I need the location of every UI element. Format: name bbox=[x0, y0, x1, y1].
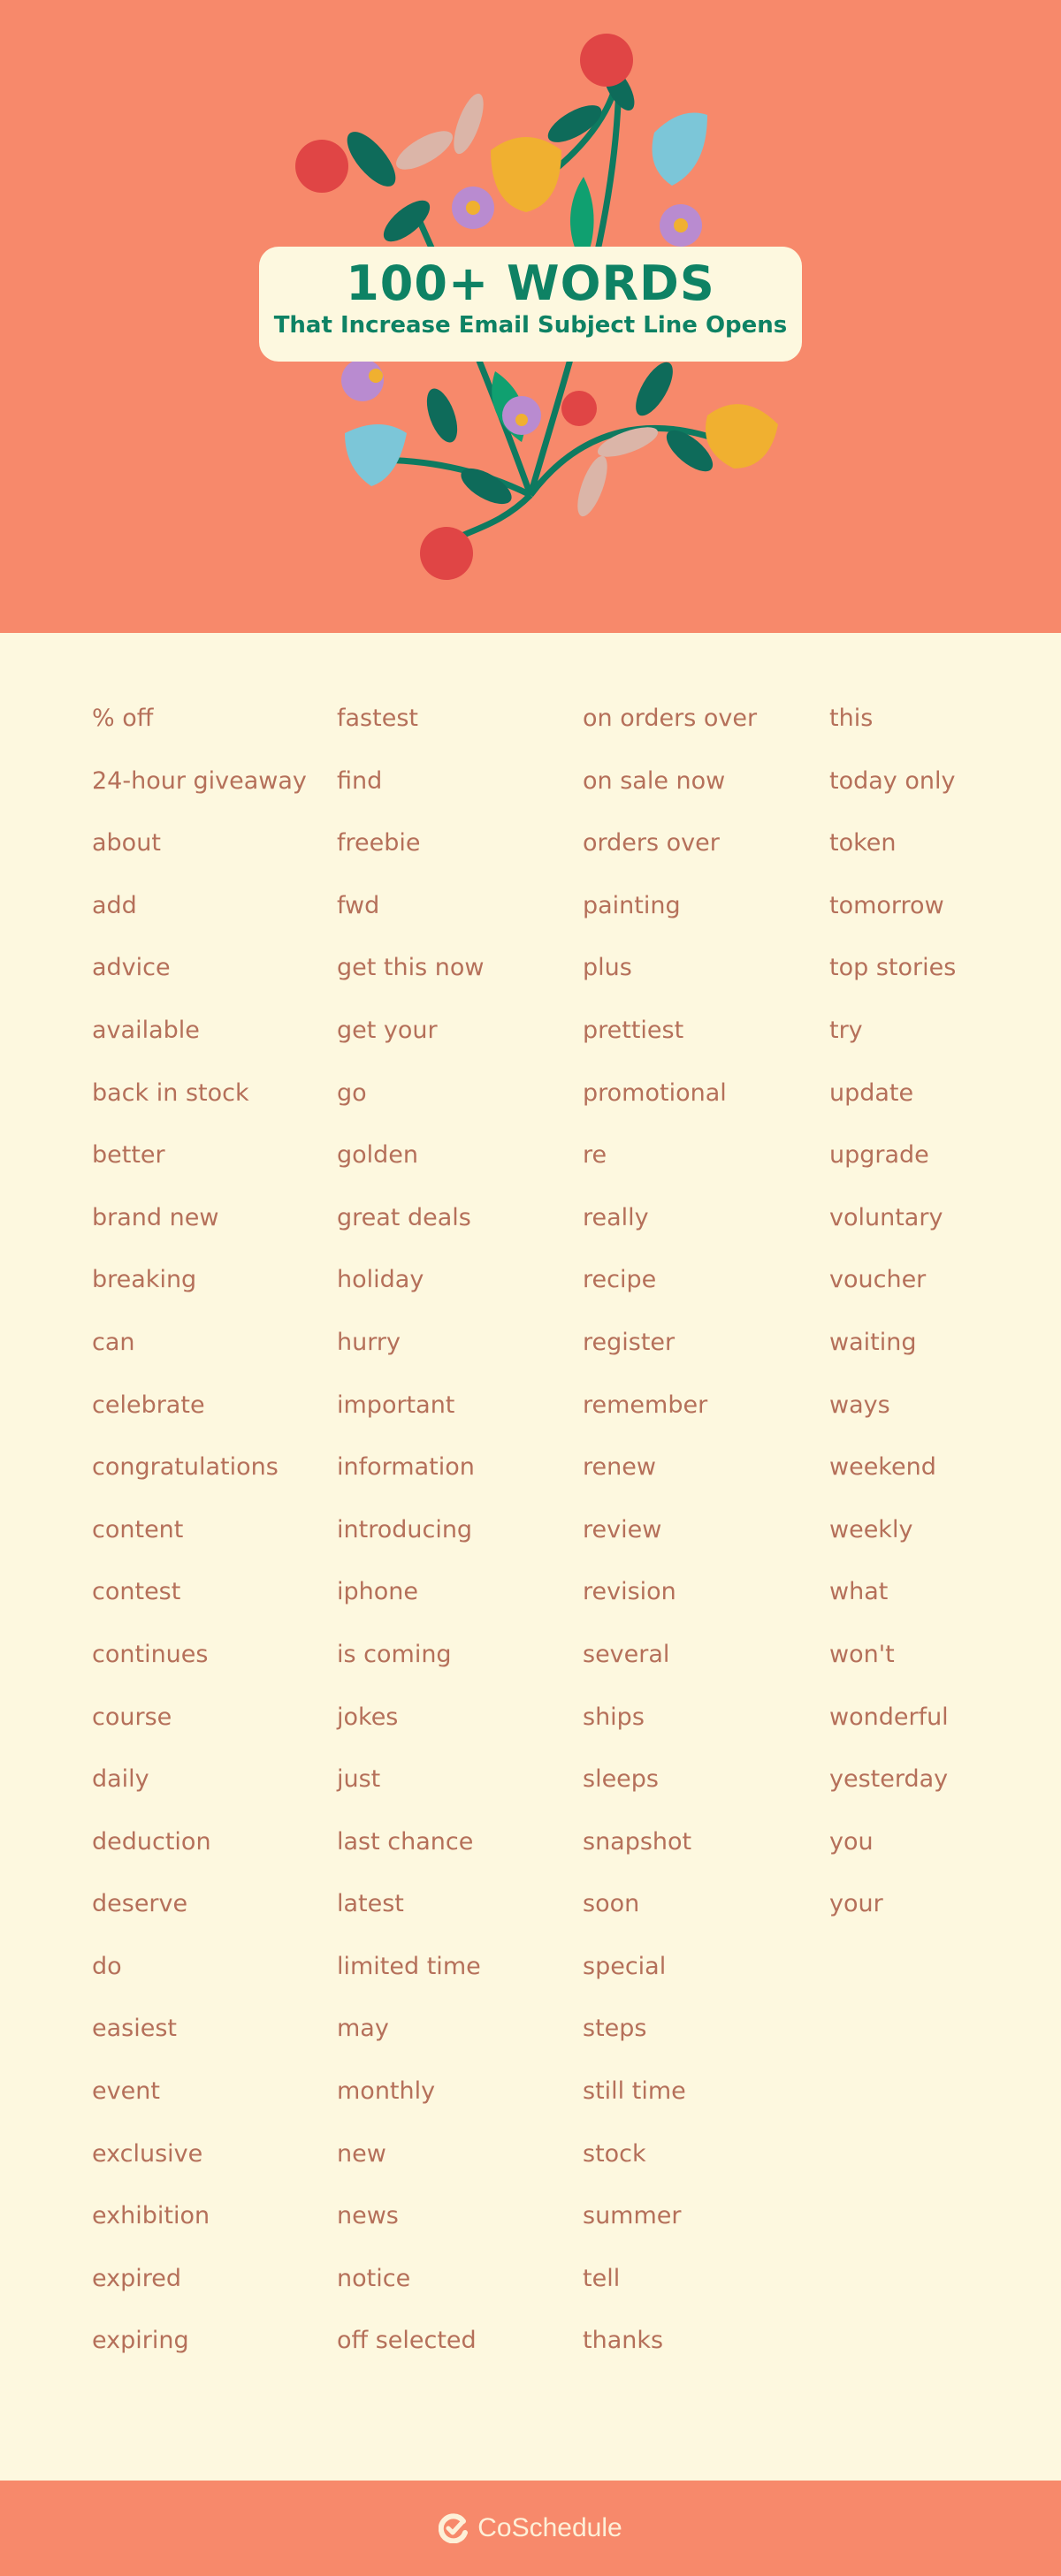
header-banner bbox=[0, 0, 1061, 633]
word-item: can bbox=[92, 1328, 135, 1356]
word-item: exclusive bbox=[92, 2139, 203, 2168]
word-item: golden bbox=[337, 1141, 419, 1170]
word-item: fwd bbox=[337, 891, 380, 919]
word-item: add bbox=[92, 891, 137, 919]
word-item: advice bbox=[92, 954, 171, 982]
word-item: plus bbox=[583, 954, 632, 982]
word-item: available bbox=[92, 1016, 200, 1044]
word-item: is coming bbox=[337, 1640, 452, 1668]
word-item: information bbox=[337, 1453, 475, 1482]
word-item: expired bbox=[92, 2264, 182, 2292]
word-item: renew bbox=[583, 1453, 656, 1482]
word-item: limited time bbox=[337, 1952, 481, 1980]
word-item: today only bbox=[829, 766, 956, 795]
word-item: tomorrow bbox=[829, 891, 944, 919]
word-item: about bbox=[92, 829, 161, 857]
footer bbox=[0, 2481, 1061, 2576]
word-item: better bbox=[92, 1141, 165, 1170]
word-item: get your bbox=[337, 1016, 438, 1044]
word-item: introducing bbox=[337, 1515, 473, 1543]
word-item: find bbox=[337, 766, 383, 795]
word-item: orders over bbox=[583, 829, 720, 857]
word-item: token bbox=[829, 829, 897, 857]
word-item: monthly bbox=[337, 2077, 436, 2106]
word-item: remember bbox=[583, 1391, 708, 1419]
word-item: what bbox=[829, 1578, 889, 1606]
word-item: won't bbox=[829, 1640, 895, 1668]
word-item: may bbox=[337, 2015, 389, 2043]
word-item: expiring bbox=[92, 2327, 189, 2355]
word-column-3 bbox=[583, 698, 757, 2383]
page-title: 100+ WORDS bbox=[346, 255, 715, 311]
word-item: wonderful bbox=[829, 1703, 949, 1731]
word-item: promotional bbox=[583, 1078, 727, 1107]
word-item: your bbox=[829, 1890, 883, 1918]
word-column-1 bbox=[92, 698, 307, 2383]
word-item: steps bbox=[583, 2015, 647, 2043]
word-item: continues bbox=[92, 1640, 209, 1668]
word-item: snapshot bbox=[583, 1827, 692, 1856]
word-item: jokes bbox=[337, 1703, 399, 1731]
word-item: course bbox=[92, 1703, 172, 1731]
word-item: important bbox=[337, 1391, 455, 1419]
word-item: recipe bbox=[583, 1266, 657, 1294]
word-item: try bbox=[829, 1016, 863, 1044]
page-subtitle: That Increase Email Subject Line Opens bbox=[273, 312, 788, 339]
word-item: top stories bbox=[829, 954, 957, 982]
word-item: iphone bbox=[337, 1578, 418, 1606]
word-item: go bbox=[337, 1078, 367, 1107]
word-item: sleeps bbox=[583, 1765, 659, 1794]
word-item: event bbox=[92, 2077, 160, 2106]
word-item: several bbox=[583, 1640, 670, 1668]
word-item: weekly bbox=[829, 1515, 913, 1543]
word-item: contest bbox=[92, 1578, 181, 1606]
word-item: great deals bbox=[337, 1203, 471, 1231]
word-item: on sale now bbox=[583, 766, 726, 795]
word-item: back in stock bbox=[92, 1078, 249, 1107]
word-item: re bbox=[583, 1141, 607, 1170]
word-column-4 bbox=[829, 698, 956, 1947]
word-item: notice bbox=[337, 2264, 411, 2292]
title-card bbox=[259, 247, 802, 362]
word-item: easiest bbox=[92, 2015, 177, 2043]
word-item: still time bbox=[583, 2077, 686, 2106]
word-item: tell bbox=[583, 2264, 621, 2292]
word-item: deduction bbox=[92, 1827, 211, 1856]
word-item: holiday bbox=[337, 1266, 424, 1294]
word-item: voucher bbox=[829, 1266, 927, 1294]
word-item: breaking bbox=[92, 1266, 197, 1294]
word-column-2 bbox=[337, 698, 484, 2383]
word-item: ways bbox=[829, 1391, 890, 1419]
word-item: exhibition bbox=[92, 2202, 210, 2230]
word-item: news bbox=[337, 2202, 399, 2230]
word-item: review bbox=[583, 1515, 662, 1543]
word-item: special bbox=[583, 1952, 667, 1980]
word-item: yesterday bbox=[829, 1765, 949, 1794]
brand-name: CoSchedule bbox=[477, 2513, 622, 2542]
word-item: new bbox=[337, 2139, 386, 2168]
word-item: celebrate bbox=[92, 1391, 205, 1419]
word-item: weekend bbox=[829, 1453, 936, 1482]
word-item: daily bbox=[92, 1765, 149, 1794]
word-item: soon bbox=[583, 1890, 640, 1918]
word-item: you bbox=[829, 1827, 874, 1856]
word-item: summer bbox=[583, 2202, 682, 2230]
word-item: off selected bbox=[337, 2327, 477, 2355]
word-item: congratulations bbox=[92, 1453, 279, 1482]
word-item: deserve bbox=[92, 1890, 188, 1918]
word-item: last chance bbox=[337, 1827, 474, 1856]
word-item: prettiest bbox=[583, 1016, 684, 1044]
word-item: % off bbox=[92, 705, 154, 732]
word-item: really bbox=[583, 1203, 649, 1231]
word-item: upgrade bbox=[829, 1141, 929, 1170]
coschedule-check-icon bbox=[439, 2513, 469, 2543]
word-item: painting bbox=[583, 891, 681, 919]
word-item: this bbox=[829, 705, 874, 732]
word-item: waiting bbox=[829, 1328, 917, 1356]
word-item: revision bbox=[583, 1578, 676, 1606]
word-item: update bbox=[829, 1078, 914, 1107]
word-item: stock bbox=[583, 2139, 646, 2168]
word-item: register bbox=[583, 1328, 676, 1356]
word-item: hurry bbox=[337, 1328, 401, 1356]
word-item: content bbox=[92, 1515, 184, 1543]
word-item: fastest bbox=[337, 705, 418, 732]
word-item: on orders over bbox=[583, 705, 758, 732]
word-item: do bbox=[92, 1952, 122, 1980]
word-item: voluntary bbox=[829, 1203, 943, 1231]
word-item: freebie bbox=[337, 829, 421, 857]
word-item: latest bbox=[337, 1890, 404, 1918]
word-item: ships bbox=[583, 1703, 645, 1731]
word-item: get this now bbox=[337, 954, 485, 982]
word-item: thanks bbox=[583, 2327, 664, 2355]
word-item: 24-hour giveaway bbox=[92, 766, 307, 795]
word-item: brand new bbox=[92, 1203, 219, 1231]
word-item: just bbox=[337, 1765, 381, 1794]
